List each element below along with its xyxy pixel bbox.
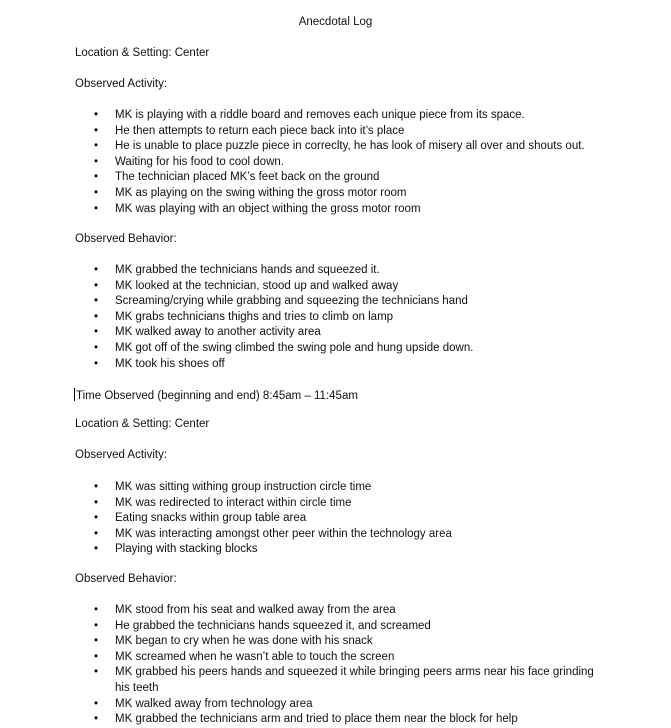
section1-activity-list	[0, 108, 671, 217]
list-item: • MK began to cry when he was done with his snack	[0, 634, 671, 650]
list-item: • The technician placed MK’s feet back on the ground	[0, 170, 671, 186]
list-item: • MK grabbed his peers hands and squeezed it while bringing peers arms near his face grinding his teeth	[0, 665, 671, 696]
list-item: • MK grabs technicians thighs and tries to climb on lamp	[0, 310, 671, 326]
section2-behavior-heading: Observed Behavior:	[75, 573, 177, 585]
list-item: • MK grabbed the technicians arm and tried to place them near the block for help	[0, 712, 671, 728]
list-item: • He grabbed the technicians hands squeezed it, and screamed	[0, 619, 671, 635]
list-item: • MK looked at the technician, stood up and walked away	[0, 279, 671, 295]
list-item: • MK got off of the swing climbed the swing pole and hung upside down.	[0, 341, 671, 357]
section1-behavior-list	[0, 263, 671, 372]
list-item: • MK was sitting withing group instruction circle time	[0, 480, 671, 496]
document-title: Anecdotal Log	[298, 16, 373, 28]
list-item: • Eating snacks within group table area	[0, 511, 671, 527]
list-item: • MK was interacting amongst other peer within the technology area	[0, 527, 671, 543]
list-item: • MK was redirected to interact within circle time	[0, 496, 671, 512]
list-item: • MK grabbed the technicians hands and squeezed it.	[0, 263, 671, 279]
list-item: • Playing with stacking blocks	[0, 542, 671, 558]
list-item: • MK walked away to another activity area	[0, 325, 671, 341]
list-item: • MK stood from his seat and walked away from the area	[0, 603, 671, 619]
section2-behavior-list	[0, 603, 671, 728]
list-item: • Waiting for his food to cool down.	[0, 155, 671, 171]
section2-activity-list	[0, 480, 671, 558]
section1-behavior-heading: Observed Behavior:	[75, 233, 177, 245]
list-item: • MK as playing on the swing withing the gross motor room	[0, 186, 671, 202]
list-item: • MK was playing with an object withing the gross motor room	[0, 202, 671, 218]
section2-activity-heading: Observed Activity:	[75, 449, 168, 461]
list-item: • MK is playing with a riddle board and removes each unique piece from its space.	[0, 108, 671, 124]
list-item: • He then attempts to return each piece back into it’s place	[0, 124, 671, 140]
list-item: • MK walked away from technology area	[0, 697, 671, 713]
time-observed-line[interactable]	[74, 388, 358, 402]
section1-activity-heading: Observed Activity:	[75, 78, 168, 90]
list-item: • Screaming/crying while grabbing and squeezing the technicians hand	[0, 294, 671, 310]
text-cursor	[74, 388, 75, 401]
list-item: • He is unable to place puzzle piece in correclty, he has look of misery all over and shouts out.	[0, 139, 671, 155]
list-item: • MK screamed when he wasn’t able to touch the screen	[0, 650, 671, 666]
time-observed-text: Time Observed (beginning and end) 8:45am – 11:45am	[76, 390, 358, 402]
section1-location: Location & Setting: Center	[75, 47, 210, 59]
list-item: • MK took his shoes off	[0, 357, 671, 373]
section2-location: Location & Setting: Center	[75, 418, 210, 430]
